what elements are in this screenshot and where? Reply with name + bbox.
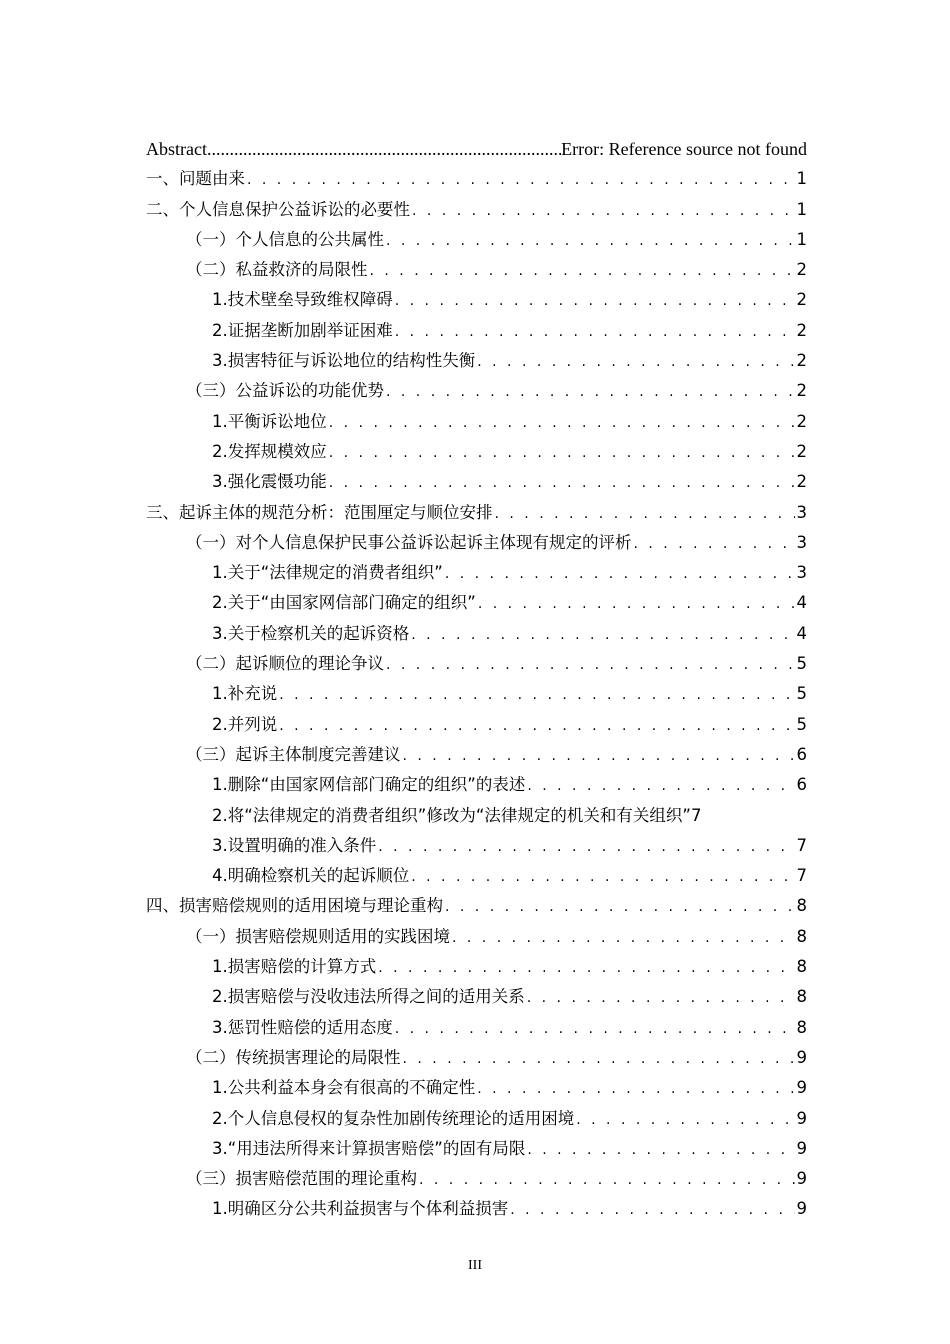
toc-entry-page: Error: Reference source not found bbox=[561, 139, 807, 159]
toc-entry-title: 3.关于检察机关的起诉资格 bbox=[212, 623, 410, 643]
toc-dot-leader bbox=[445, 892, 795, 922]
toc-entry-title: 3.“用违法所得来计算损害赔偿”的固有局限 bbox=[212, 1138, 526, 1158]
toc-entry-page: 5 bbox=[796, 684, 807, 704]
toc-entry[interactable] bbox=[146, 649, 807, 679]
toc-entry[interactable] bbox=[146, 255, 807, 285]
toc-entry-title: （一）损害赔偿规则适用的实践困境 bbox=[186, 926, 450, 946]
toc-entry-page: 8 bbox=[796, 926, 807, 946]
toc-dot-leader bbox=[386, 377, 795, 407]
toc-entry-title: 2.个人信息侵权的复杂性加剧传统理论的适用困境 bbox=[212, 1108, 575, 1128]
toc-entry-page: 1 bbox=[796, 169, 807, 189]
toc-entry-page: 6 bbox=[796, 744, 807, 764]
toc-entry-title: 1.损害赔偿的计算方式 bbox=[212, 957, 377, 977]
toc-entry-page: 2 bbox=[796, 290, 807, 310]
toc-dot-leader bbox=[419, 1165, 795, 1195]
toc-entry[interactable] bbox=[146, 861, 807, 891]
toc-entry-title: （一）对个人信息保护民事公益诉讼起诉主体现有规定的评析 bbox=[186, 532, 632, 552]
toc-entry[interactable] bbox=[146, 831, 807, 861]
toc-dot-leader bbox=[477, 1074, 794, 1104]
toc-entry[interactable] bbox=[146, 195, 807, 225]
toc-entry-page: 8 bbox=[796, 987, 807, 1007]
toc-entry-title: 1.平衡诉讼地位 bbox=[212, 411, 327, 431]
toc-entry-title: （三）公益诉讼的功能优势 bbox=[186, 381, 384, 401]
toc-entry-page: 8 bbox=[796, 896, 807, 916]
toc-entry-title: 3.损害特征与诉讼地位的结构性失衡 bbox=[212, 351, 476, 371]
toc-dot-leader bbox=[452, 923, 795, 953]
toc-dot-leader bbox=[527, 983, 795, 1013]
toc-dot-leader bbox=[477, 347, 794, 377]
toc-entry-page: 3 bbox=[796, 532, 807, 552]
toc-entry[interactable] bbox=[146, 407, 807, 437]
toc-entry[interactable] bbox=[146, 1104, 807, 1134]
toc-entry-page: 9 bbox=[796, 1047, 807, 1067]
toc-dot-leader bbox=[378, 832, 794, 862]
toc-entry-title: （三）损害赔偿范围的理论重构 bbox=[186, 1169, 417, 1189]
toc-entry-page: 4 bbox=[796, 593, 807, 613]
toc-entry-title: 一、问题由来 bbox=[146, 169, 245, 189]
toc-entry-title: 1.补充说 bbox=[212, 684, 278, 704]
toc-entry[interactable] bbox=[146, 922, 807, 952]
toc-entry[interactable] bbox=[146, 498, 807, 528]
toc-entry-page: 2 bbox=[796, 411, 807, 431]
toc-entry-page: 2 bbox=[796, 441, 807, 461]
toc-entry-page: 1 bbox=[796, 199, 807, 219]
toc-entry-page: 8 bbox=[796, 957, 807, 977]
page-number: III bbox=[468, 1258, 482, 1273]
toc-dot-leader bbox=[378, 953, 794, 983]
toc-entry-title: 四、损害赔偿规则的适用困境与理论重构 bbox=[146, 896, 443, 916]
toc-dot-leader bbox=[395, 1014, 795, 1044]
toc-entry-page: 2 bbox=[796, 472, 807, 492]
toc-entry-title: 1.明确区分公共利益损害与个体利益损害 bbox=[212, 1199, 509, 1219]
toc-entry[interactable] bbox=[146, 316, 807, 346]
toc-entry-title: （二）起诉顺位的理论争议 bbox=[186, 654, 384, 674]
toc-entry-page: 2 bbox=[796, 381, 807, 401]
toc-entry[interactable] bbox=[146, 376, 807, 406]
toc-dot-leader bbox=[329, 438, 795, 468]
toc-dot-leader bbox=[395, 317, 795, 347]
toc-entry-page: 7 bbox=[796, 835, 807, 855]
toc-dot-leader bbox=[386, 226, 795, 256]
toc-entry[interactable] bbox=[146, 1194, 807, 1224]
toc-entry-title: 2.发挥规模效应 bbox=[212, 441, 327, 461]
toc-entry[interactable] bbox=[146, 437, 807, 467]
toc-dot-leader bbox=[247, 165, 795, 195]
toc-entry-title: 2.将“法律规定的消费者组织”修改为“法律规定的机关和有关组织” bbox=[212, 805, 691, 825]
toc-entry[interactable] bbox=[146, 679, 807, 709]
toc-entry-title: 3.惩罚性赔偿的适用态度 bbox=[212, 1017, 393, 1037]
toc-entry-page: 4 bbox=[796, 623, 807, 643]
toc-entry-page: 7 bbox=[796, 866, 807, 886]
toc-entry[interactable] bbox=[146, 588, 807, 618]
toc-entry-title: 4.明确检察机关的起诉顺位 bbox=[212, 866, 410, 886]
toc-entry-title: Abstract bbox=[146, 139, 207, 159]
toc-entry-title: 三、起诉主体的规范分析：范围厘定与顺位安排 bbox=[146, 502, 493, 522]
toc-entry-page: 5 bbox=[796, 714, 807, 734]
toc-entry-title: （二）私益救济的局限性 bbox=[186, 260, 368, 280]
toc-dot-leader bbox=[403, 741, 795, 771]
toc-dot-leader bbox=[386, 650, 795, 680]
toc-entry[interactable] bbox=[146, 1013, 807, 1043]
toc-dot-leader bbox=[207, 134, 561, 164]
toc-entry-page: 3 bbox=[796, 502, 807, 522]
toc-entry[interactable] bbox=[146, 982, 807, 1012]
toc-dot-leader bbox=[527, 1135, 794, 1165]
toc-entry-page: 1 bbox=[796, 229, 807, 249]
toc-entry[interactable] bbox=[146, 801, 807, 831]
toc-entry[interactable] bbox=[146, 1134, 807, 1164]
toc-entry[interactable] bbox=[146, 1073, 807, 1103]
toc-entry-title: 2.关于“由国家网信部门确定的组织” bbox=[212, 593, 476, 613]
toc-dot-leader bbox=[279, 680, 794, 710]
toc-entry-title: 1.技术壁垒导致维权障碍 bbox=[212, 290, 393, 310]
toc-entry-title: 3.设置明确的准入条件 bbox=[212, 835, 377, 855]
toc-entry-title: （二）传统损害理论的局限性 bbox=[186, 1047, 401, 1067]
toc-entry-title: （一）个人信息的公共属性 bbox=[186, 229, 384, 249]
toc-dot-leader bbox=[403, 1044, 795, 1074]
toc-dot-leader bbox=[279, 711, 794, 741]
toc-dot-leader bbox=[411, 620, 794, 650]
toc-entry-title: 1.关于“法律规定的消费者组织” bbox=[212, 563, 443, 583]
toc-entry[interactable] bbox=[146, 1164, 807, 1194]
toc-dot-leader bbox=[370, 256, 795, 286]
toc-entry-title: 1.删除“由国家网信部门确定的组织”的表述 bbox=[212, 775, 526, 795]
toc-dot-leader bbox=[412, 196, 795, 226]
toc-entry-page: 9 bbox=[796, 1138, 807, 1158]
toc-dot-leader bbox=[527, 771, 794, 801]
toc-entry-title: 1.公共利益本身会有很高的不确定性 bbox=[212, 1078, 476, 1098]
toc-entry-page: 9 bbox=[796, 1108, 807, 1128]
toc-entry[interactable] bbox=[146, 225, 807, 255]
toc-entry-page: 2 bbox=[796, 320, 807, 340]
toc-entry[interactable] bbox=[146, 740, 807, 770]
toc-entry-page: 3 bbox=[796, 563, 807, 583]
table-of-contents bbox=[146, 134, 807, 1225]
toc-entry[interactable] bbox=[146, 952, 807, 982]
toc-entry-page: 7 bbox=[690, 805, 702, 825]
toc-entry[interactable] bbox=[146, 164, 807, 194]
toc-entry-title: 3.强化震慑功能 bbox=[212, 472, 327, 492]
toc-dot-leader bbox=[634, 529, 795, 559]
toc-entry-page: 2 bbox=[796, 260, 807, 280]
toc-entry-page: 5 bbox=[796, 654, 807, 674]
toc-entry-page: 9 bbox=[796, 1078, 807, 1098]
toc-entry-page: 2 bbox=[796, 351, 807, 371]
toc-dot-leader bbox=[445, 559, 795, 589]
toc-entry[interactable] bbox=[146, 528, 807, 558]
toc-dot-leader bbox=[576, 1105, 794, 1135]
toc-entry-title: （三）起诉主体制度完善建议 bbox=[186, 744, 401, 764]
toc-entry[interactable] bbox=[146, 1043, 807, 1073]
toc-entry-page: 9 bbox=[796, 1199, 807, 1219]
toc-entry[interactable] bbox=[146, 770, 807, 800]
toc-entry[interactable] bbox=[146, 619, 807, 649]
toc-dot-leader bbox=[510, 1195, 794, 1225]
toc-entry[interactable] bbox=[146, 285, 807, 315]
toc-entry[interactable] bbox=[146, 891, 807, 921]
toc-entry-page: 6 bbox=[796, 775, 807, 795]
toc-entry-title: 2.证据垄断加剧举证困难 bbox=[212, 320, 393, 340]
toc-entry[interactable] bbox=[146, 467, 807, 497]
toc-entry-page: 8 bbox=[796, 1017, 807, 1037]
toc-entry[interactable] bbox=[146, 346, 807, 376]
toc-entry[interactable] bbox=[146, 558, 807, 588]
toc-dot-leader bbox=[395, 286, 795, 316]
toc-dot-leader bbox=[478, 589, 795, 619]
toc-entry[interactable] bbox=[146, 134, 807, 164]
toc-entry-title: 二、个人信息保护公益诉讼的必要性 bbox=[146, 199, 410, 219]
toc-entry-title: 2.损害赔偿与没收违法所得之间的适用关系 bbox=[212, 987, 525, 1007]
toc-entry-page: 9 bbox=[796, 1169, 807, 1189]
toc-dot-leader bbox=[495, 499, 795, 529]
toc-dot-leader bbox=[329, 468, 795, 498]
toc-entry-title: 2.并列说 bbox=[212, 714, 278, 734]
toc-dot-leader bbox=[329, 408, 795, 438]
toc-dot-leader bbox=[411, 862, 794, 892]
toc-entry[interactable] bbox=[146, 710, 807, 740]
